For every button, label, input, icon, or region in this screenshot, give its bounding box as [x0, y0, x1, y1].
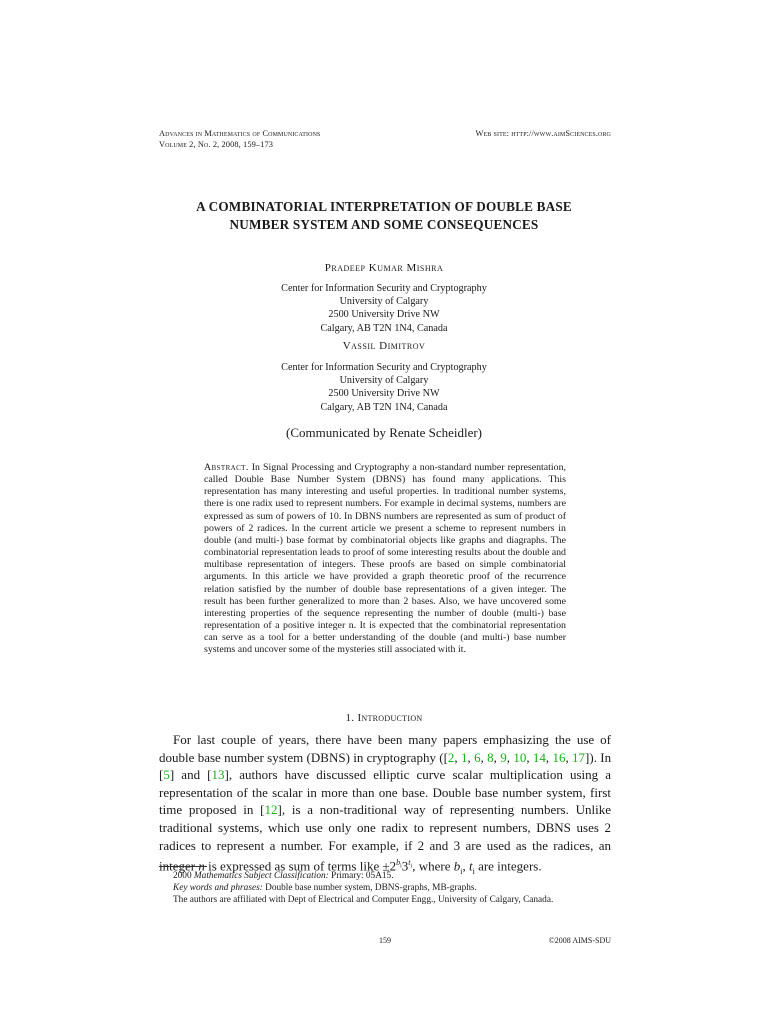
text-run: Primary: 05A15. — [328, 871, 394, 881]
communicated-by: (Communicated by Renate Scheidler) — [285, 425, 483, 440]
math-n: n — [198, 858, 205, 874]
page-number: 159 — [379, 936, 391, 945]
citation-link[interactable]: 2 — [447, 749, 455, 765]
citation-link[interactable]: 10 — [513, 749, 527, 765]
affiliation-line: University of Calgary — [339, 296, 429, 308]
math-var: t — [408, 858, 411, 868]
affiliation-line: Calgary, AB T2N 1N4, Canada — [320, 401, 448, 413]
copyright: ©2008 AIMS-SDU — [548, 936, 611, 945]
title-line-2: NUMBER SYSTEM AND SOME CONSEQUENCES — [229, 217, 539, 232]
author-affiliation-2 — [0, 361, 768, 414]
author-name-2: Vassil Dimitrov — [342, 340, 426, 352]
citation-link[interactable]: 13 — [211, 767, 225, 783]
affiliation-line: 2500 University Drive NW — [328, 309, 440, 321]
citation-link[interactable]: 14 — [532, 749, 546, 765]
text-run: ] and [ — [169, 767, 212, 783]
text-run: are integers. — [474, 858, 542, 874]
text-run: ]). In [ — [159, 749, 612, 783]
journal-name: Advances in Mathematics of Communications — [159, 129, 321, 138]
math-var: b — [396, 858, 401, 868]
footnote-rule — [159, 866, 207, 867]
citation-link[interactable]: 17 — [572, 749, 586, 765]
math-subscript: i — [410, 863, 413, 870]
abstract — [204, 462, 566, 657]
math-var: t — [468, 858, 473, 874]
math-base: 3 — [401, 858, 409, 874]
text-run: , where — [412, 858, 454, 874]
citation-link[interactable]: 6 — [474, 749, 481, 765]
text-run: Double base number system, DBNS-graphs, MB-graphs. — [262, 883, 477, 893]
math-subscript: i — [472, 867, 475, 877]
footnote-keywords — [159, 882, 611, 894]
affiliation-line: Center for Information Security and Cryptography — [281, 283, 487, 294]
text-run: ], authors have discussed elliptic curve scalar multiplication using a representation of the scalar in more than one base. Double base number system, first time proposed in [ — [159, 767, 612, 818]
author-name-1: Pradeep Kumar Mishra — [324, 262, 444, 274]
introduction-body — [159, 731, 611, 881]
text-run: Mathematics Subject Classification: — [193, 871, 329, 881]
affiliation-line: University of Calgary — [339, 375, 429, 387]
citation-link[interactable]: 16 — [552, 749, 566, 765]
text-run: , — [462, 858, 469, 874]
section-heading — [0, 712, 768, 724]
math-subscript: i — [460, 867, 463, 877]
citation-link[interactable]: 12 — [264, 802, 278, 818]
citation-link[interactable]: 1 — [461, 749, 468, 765]
abstract-text: In Signal Processing and Cryptography a non-standard number representation, called Double Base Number System (DBNS) has found many applications. This representation has many interesting and useful properties. In traditional number systems, there is one radix used to represent numbers. For example in decimal systems, numbers are expressed as sum of powers of 10. In DBNS numbers are represented as sum of product of powers of 2 radices. In the current article we present a scheme to represent numbers in double (and multi-) base format by combinatorial objects like graphs and diagraphs. The combinatorial representation leads to proof of some interesting results about the double and multibase representation of integers. These proofs are based on simple combinatorial arguments. In this article we have provided a graph theoretic proof of the recurrence relation satisfied by the number of double base representations of a given integer. The result has been further generalized to more than 2 bases. Also, we have uncovered some interesting properties of the sequence representing the number of double (multi-) base representation of a positive integer n. It is expected that the combinatorial representation can serve as a tool for a better understanding of the double (and multi-) base number systems and uncover some of the mysteries still associated with it. — [204, 462, 566, 656]
citation-link[interactable]: 8 — [487, 749, 494, 765]
citation-link[interactable]: 9 — [500, 749, 507, 765]
title-line-1: A COMBINATORIAL INTERPRETATION OF DOUBLE BASE — [196, 199, 572, 214]
journal-info — [159, 128, 320, 150]
journal-volume: Volume 2, No. 2, 2008, 159–173 — [159, 140, 274, 149]
footnotes — [159, 870, 611, 906]
affiliation-line: Calgary, AB T2N 1N4, Canada — [320, 322, 448, 334]
affiliation-line: 2500 University Drive NW — [328, 388, 440, 400]
paper-title — [150, 198, 618, 234]
journal-website: Web site: http://www.aimSciences.org — [475, 129, 611, 138]
citation-link[interactable]: 5 — [163, 767, 170, 783]
text-run: For last couple of years, there have been many papers emphasizing the use of double base number system (DBNS) in cryptography ([ — [159, 732, 611, 765]
text-run: is expressed as sum of terms like ±2 — [204, 858, 397, 874]
text-run: Key words and phrases: — [173, 883, 263, 893]
math-subscript: i — [400, 863, 402, 870]
section-number: 1. — [345, 712, 355, 724]
affiliation-line: Center for Information Security and Cryptography — [281, 362, 487, 373]
abstract-label: Abstract. — [204, 462, 249, 473]
text-run: 2000 — [173, 871, 194, 881]
author-affiliation-1 — [0, 282, 768, 335]
intro-paragraph: For last couple of years, there have been many papers emphasizing the use of double base number system (DBNS) in cryptography ([2, 1, 6, 8, 9, 10, 14, 16, 17]). In [5] and [13], authors have discussed elliptic curve scalar multiplication using a representation of the scalar in more than one base. Double base number system, first time proposed in [12], is a non-traditional way of representing numbers. Unlike traditional systems, which use only one radix to represent numbers, DBNS uses 2 radices to represent a number. For example, if 2 and 3 are used as the radices, an integer n is expressed as sum of terms like $\pm 2^{b_i}3^{t_i}$, where $b_i$, $t_i$ are integers. — [159, 732, 612, 877]
math-var: b — [453, 858, 461, 874]
section-title: Introduction — [357, 712, 423, 724]
footnote-msc — [159, 870, 611, 882]
text-run: ], is a non-traditional way of representing numbers. Unlike traditional systems, which use only one radix to represent numbers, DBNS uses 2 radices to represent a number. For example, if 2 and 3 are used as the radices, an integer — [159, 802, 611, 874]
footnote-affiliation: The authors are affiliated with Dept of Electrical and Computer Engg., University of Calgary, Canada. — [173, 895, 554, 905]
